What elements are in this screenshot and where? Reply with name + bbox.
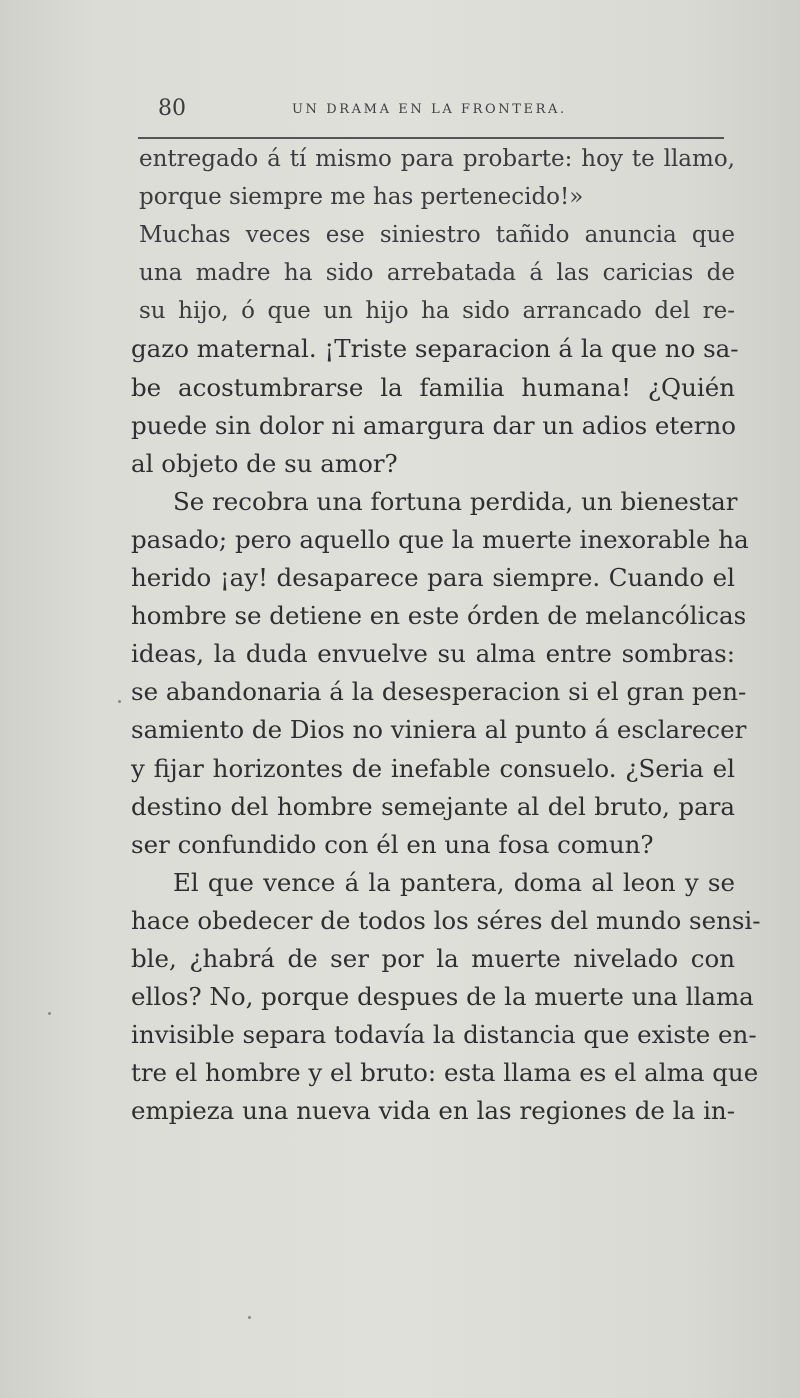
running-head: UN DRAMA EN LA FRONTERA. [292,102,567,117]
text-line: hace obedecer de todos los séres del mundo sensi- [131,905,761,935]
paper-speck [118,700,121,703]
text-line: se abandonaria á la desesperacion si el gran pen- [131,677,747,707]
text-line: herido ¡ay! desaparece para siempre. Cuando el [131,563,735,593]
text-line: ser confundido con él en una fosa comun? [131,829,654,859]
text-line: empieza una nueva vida en las regiones de la in- [131,1096,735,1126]
text-line: invisible separa todavía la distancia que existe en- [131,1020,757,1050]
page-number: 80 [158,96,186,121]
text-line: gazo maternal. ¡Triste separacion á la que no sa- [131,334,739,364]
text-line: y fijar horizontes de inefable consuelo. ¿Seria el [131,753,735,783]
paragraph-start-line: Muchas veces ese siniestro tañido anuncia que [139,222,735,249]
text-line: porque siempre me has pertenecido!» [139,184,584,211]
paragraph-start-line: Se recobra una fortuna perdida, un bienestar [173,486,738,516]
paper-speck [248,1316,251,1319]
paper-speck [48,1012,51,1015]
text-line: samiento de Dios no viniera al punto á esclarecer [131,715,747,745]
text-line: una madre ha sido arrebatada á las caricias de [139,260,735,287]
text-line: puede sin dolor ni amargura dar un adios eterno [131,410,737,440]
header-rule [138,137,724,139]
text-line: destino del hombre semejante al del bruto, para [131,791,735,821]
text-line: ellos? No, porque despues de la muerte una llama [131,982,754,1012]
text-line: ideas, la duda envuelve su alma entre sombras: [131,639,735,669]
text-line: entregado á tí mismo para probarte: hoy te llamo, [139,146,735,172]
text-line: hombre se detiene en este órden de melancólicas [131,601,747,631]
text-line: al objeto de su amor? [131,448,398,478]
text-line: pasado; pero aquello que la muerte inexorable ha [131,524,749,554]
text-line: be acostumbrarse la familia humana! ¿Quién [131,372,735,402]
page-header [132,96,732,126]
text-line: tre el hombre y el bruto: esta llama es el alma que [131,1058,759,1088]
text-line: ble, ¿habrá de ser por la muerte nivelado con [131,943,735,973]
paragraph-start-line: El que vence á la pantera, doma al leon y se [173,867,735,897]
body-text [131,140,761,1130]
text-line: su hijo, ó que un hijo ha sido arrancado del re- [139,298,735,325]
